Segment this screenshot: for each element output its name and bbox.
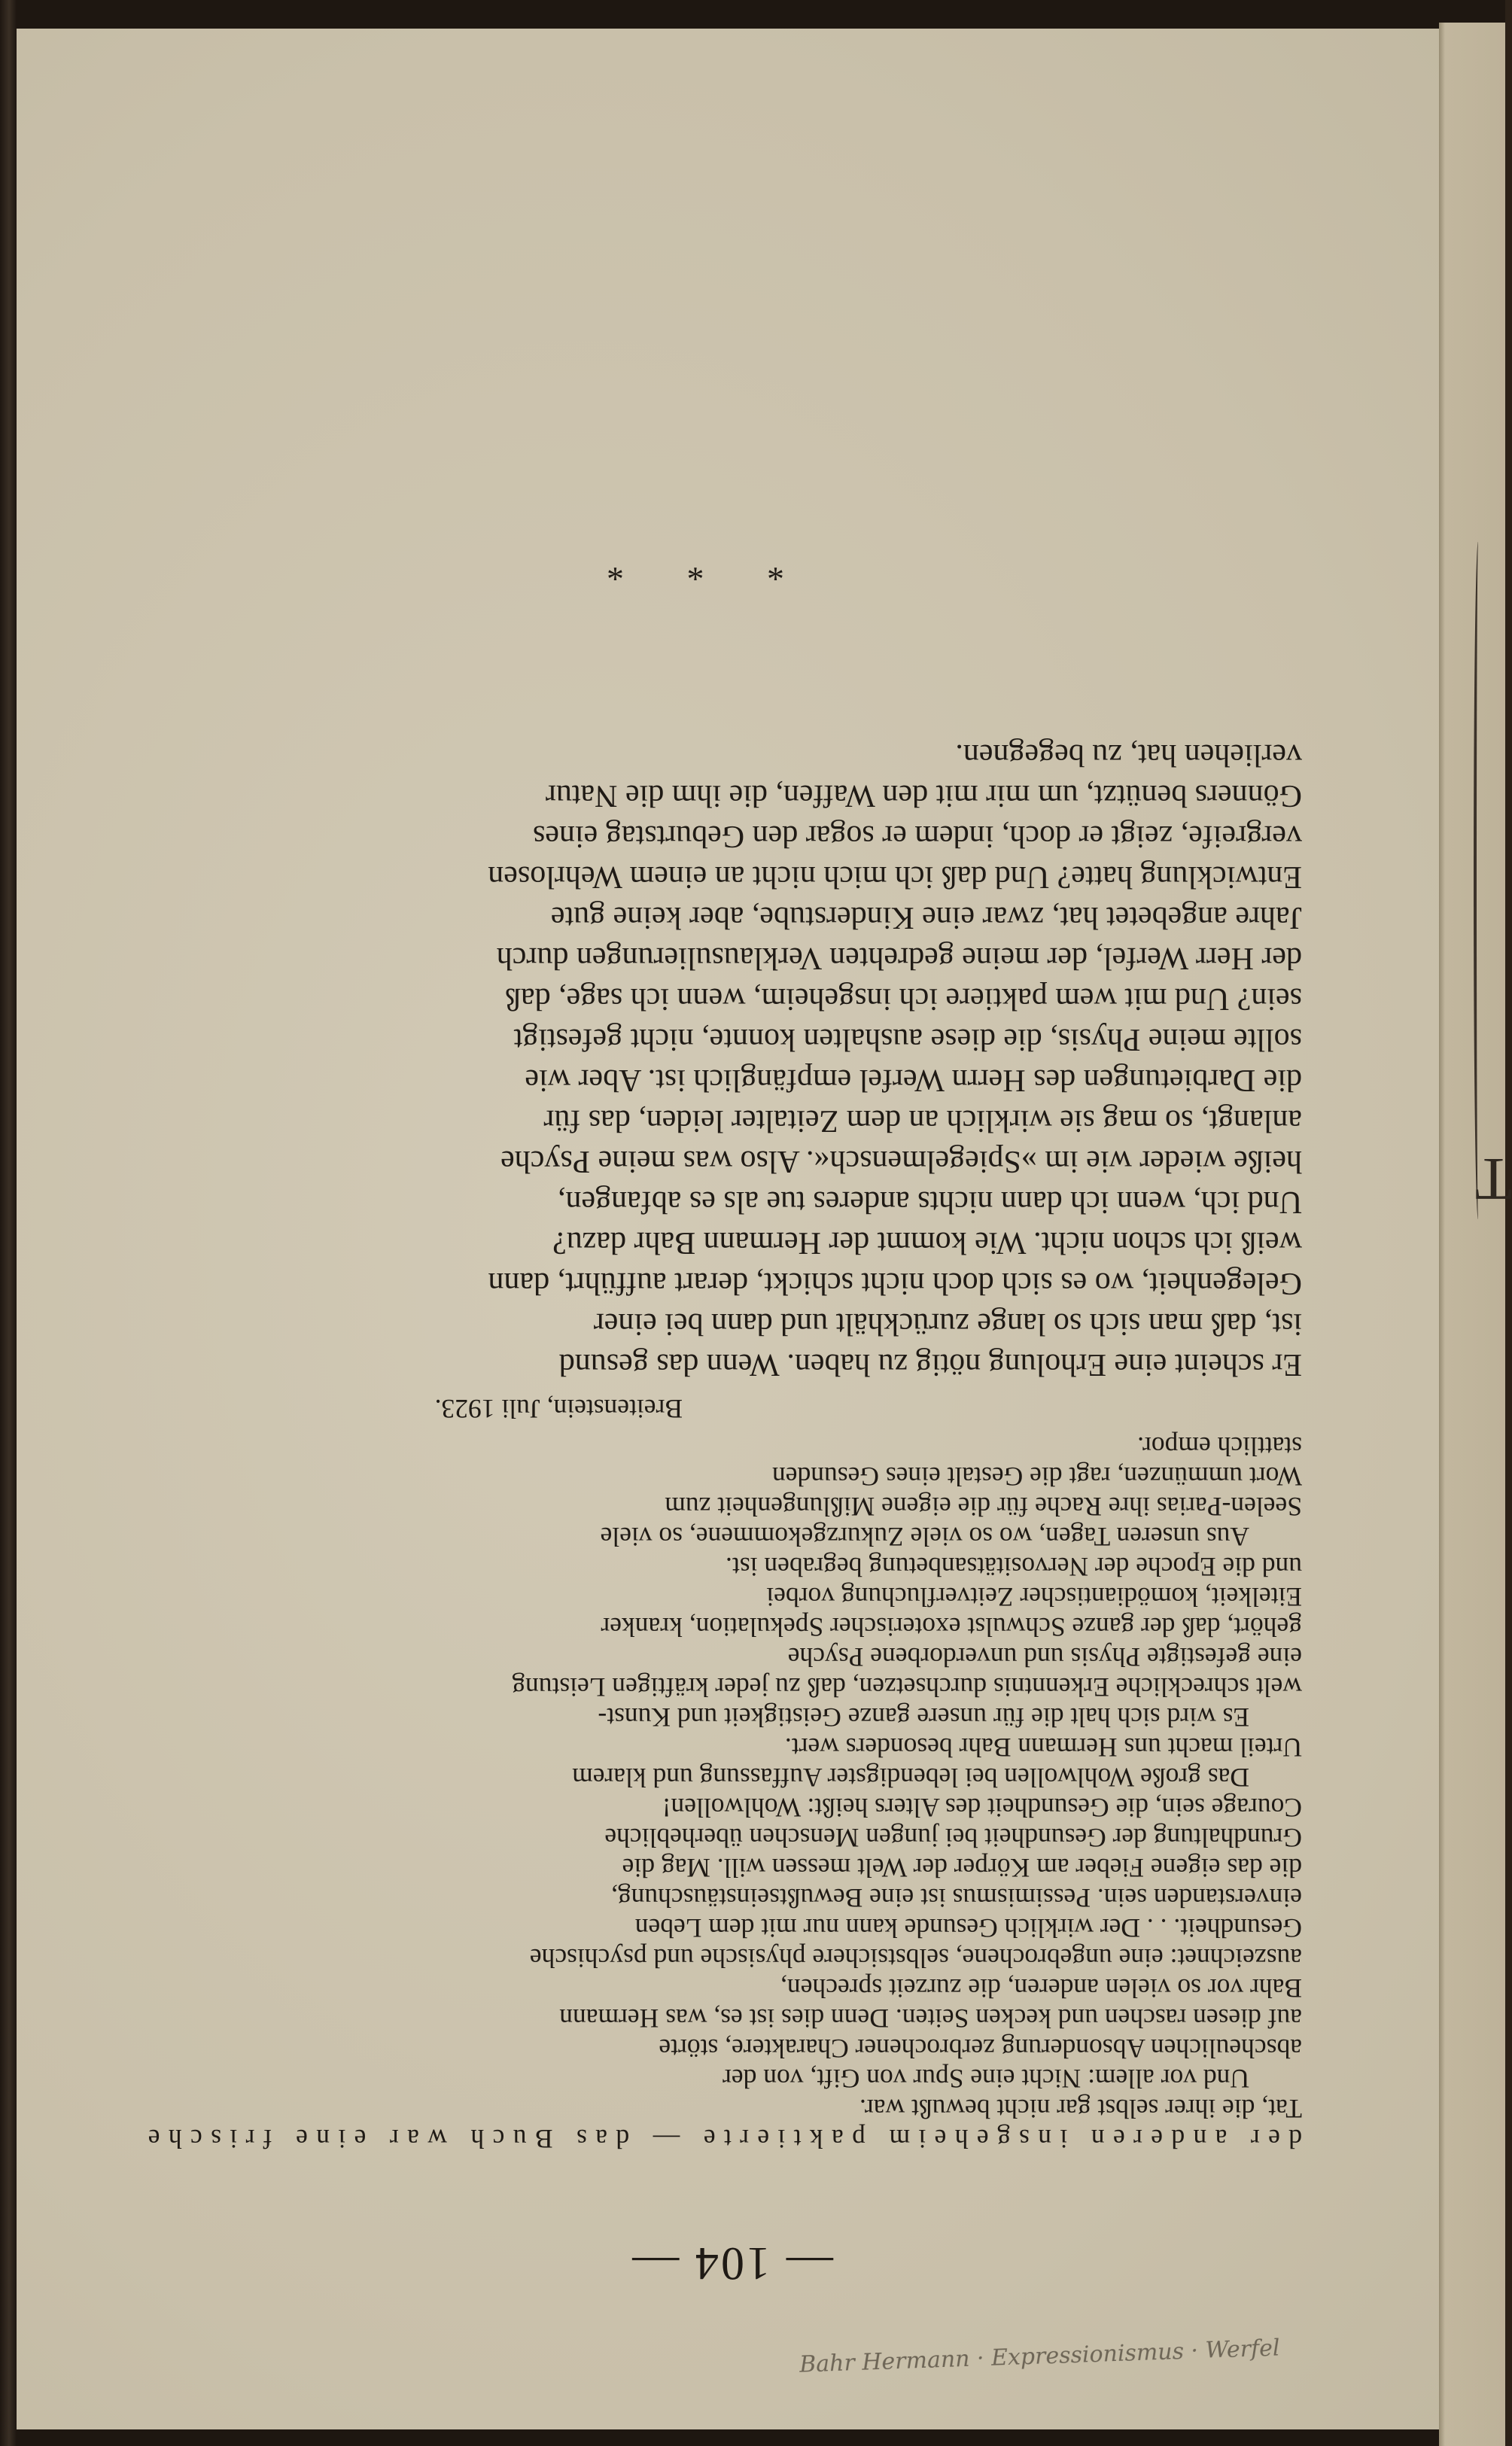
text-line-22: Seelen-Parias ihre Rache für die eigene Mißlungenheit zum [665, 1492, 1302, 1522]
text-line-35: sein? Und mit wem paktiere ich insgeheim, wenn ich sage, daß [504, 981, 1302, 1016]
text-line-28: Gelegenheit, wo es sich doch nicht schickt, derart aufführt, dann [488, 1266, 1302, 1301]
text-line-13: Das große Wohlwollen bei lebendigster Auffassung und klarem [572, 1763, 1249, 1793]
text-line-33: die Darbietungen des Herrn Werfel empfänglich ist. Aber wie [525, 1063, 1302, 1097]
book-page [17, 29, 1447, 2429]
text-line-24: stattlich empor. [1137, 1431, 1302, 1462]
page-number: — 104 — [630, 2238, 833, 2289]
text-line-23: Wort ummünzen, ragt die Gestalt eines Gesunden [772, 1462, 1302, 1492]
text-line-12: Courage sein, die Gesundheit des Alters heißt: Wohlwollen! [662, 1793, 1302, 1823]
text-line-37: Jahre angebetet hat, zwar eine Kinderstube, aber keine gute [550, 900, 1302, 935]
text-line-08: Gesundheit. . . Der wirklich Gesunde kann nur mit dem Leben [634, 1913, 1302, 1943]
adjacent-page-letter: T [1475, 1145, 1512, 1212]
text-line-39: vergreife, zeigt er doch, indem er sogar den Geburtstag eines [533, 819, 1302, 853]
text-line-16: welt schreckliche Erkenntnis durchsetzen, daß zu jeder kräftigen Leistung [512, 1672, 1302, 1702]
text-line-11: Grundhaltung der Gesundheit bei jungen Menschen überhebliche [604, 1823, 1302, 1853]
adjacent-page-bracket-mark [1474, 542, 1483, 1219]
dateline: Breitenstein, Juli 1923. [434, 1394, 683, 1424]
section-divider: * * * [580, 550, 784, 589]
text-line-36: der Herr Werfel, der meine gedrehten Verklausulierungen durch [496, 941, 1302, 975]
text-line-26: Er scheint eine Erholung nötig zu haben. Wenn das gesund [558, 1347, 1302, 1382]
adjacent-page-edge [1439, 23, 1505, 2446]
text-line-15: Es wird sich halt die für unsere ganze Geistigkeit und Kunst- [598, 1702, 1249, 1733]
text-line-19: Eitelkeit, komödiantischer Zeitverfluchung vorbei [766, 1582, 1302, 1612]
text-line-05: auf diesen raschen und kecken Seiten. Denn dies ist es, was Hermann [559, 2003, 1302, 2034]
text-line-06: Bahr vor so vielen anderen, die zurzeit sprechen, [780, 1973, 1302, 2003]
text-line-14: Urteil macht uns Hermann Bahr besonders wert. [784, 1733, 1302, 1763]
text-line-20: und die Epoche der Nervositätsanbetung begraben ist. [726, 1552, 1302, 1582]
text-line-18: gehört, daß der ganze Schwulst exoterischer Spekulation, kranker [601, 1612, 1302, 1642]
text-line-29: weiß ich schon nicht. Wie kommt der Hermann Bahr dazu? [552, 1225, 1302, 1260]
text-line-01: der anderen insgeheim paktierte — das Buch war eine frische [139, 2124, 1302, 2154]
text-line-27: ist, daß man sich so lange zurückhält und dann bei einer [593, 1307, 1302, 1341]
text-line-10: die das eigene Fieber am Körper der Welt messen will. Mag die [622, 1853, 1302, 1883]
text-line-32: anlangt, so mag sie wirklich an dem Zeitalter leiden, das für [543, 1103, 1302, 1138]
text-line-31: heiße wieder wie im »Spiegelmensch«. Also was meine Psyche [500, 1144, 1302, 1179]
handwritten-note: Bahr Hermann · Expressionismus · Werfel [799, 2335, 1281, 2378]
text-line-40: Gönners benützt, um mir mit den Waffen, die ihm die Natur [545, 778, 1302, 813]
text-line-09: einverstanden sein. Pessimismus ist eine Bewußtseinstäuschung, [611, 1883, 1302, 1913]
text-line-07: auszeichnet: eine ungebrochene, selbstsichere physische und psychische [529, 1943, 1302, 1973]
text-line-41: verliehen hat, zu begegnen. [955, 738, 1302, 772]
text-line-04: abscheulichen Absonderung zerbrochener Charaktere, störte [659, 2034, 1302, 2064]
text-line-34: sollte meine Physis, die diese aushalten konnte, nicht gefestigt [513, 1022, 1302, 1057]
text-line-38: Entwicklung hatte? Und daß ich mich nicht an einem Wehrlosen [488, 859, 1302, 894]
text-line-17: eine gefestigte Physis und unverdorbene Psyche [787, 1642, 1302, 1672]
text-line-03: Und vor allem: Nicht eine Spur von Gift, von der [723, 2064, 1249, 2094]
text-line-21: Aus unseren Tagen, wo so viele Zukurzgekommene, so viele [600, 1522, 1249, 1552]
text-line-02: Tat, die ihrer selbst gar nicht bewußt war. [859, 2094, 1302, 2124]
text-line-30: Und ich, wenn ich dann nichts anderes tue als es abfangen, [557, 1185, 1302, 1219]
rotated-text-block [17, 29, 1447, 2429]
